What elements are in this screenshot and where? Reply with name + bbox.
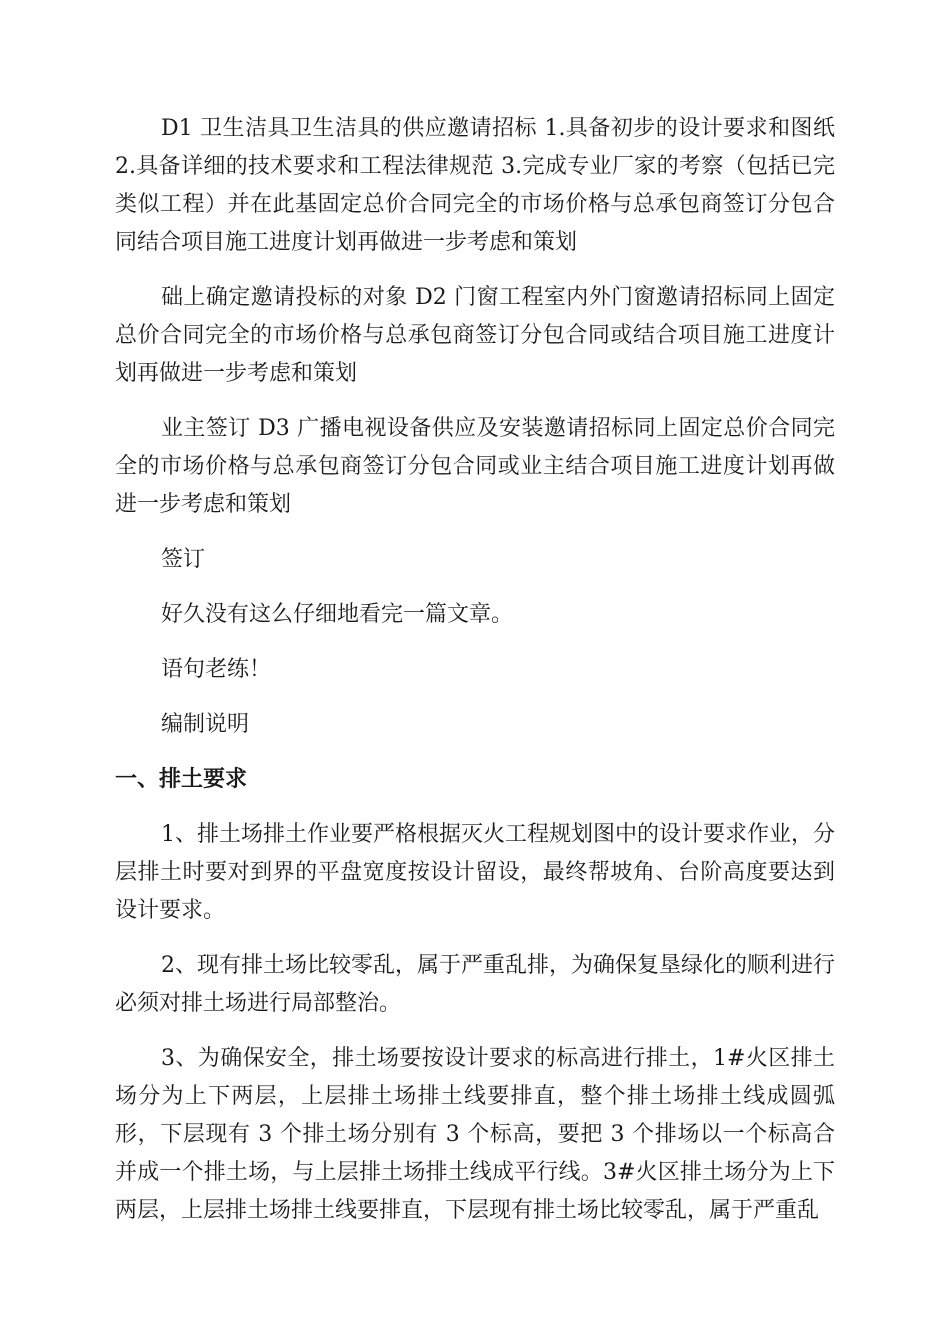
paragraph-praise: 语句老练！ [161, 657, 272, 682]
paragraph-d3: 业主签订 D3 广播电视设备供应及安装邀请招标同上固定总价合同完全的市场价格与总承包商签订分包合同或业主结合项目施工进度计划再做进一步考虑和策划 [115, 416, 835, 517]
paragraph-comment: 好久没有这么仔细地看完一篇文章。 [161, 602, 514, 627]
paragraph-compile-note: 编制说明 [161, 712, 250, 737]
section-heading: 一、排土要求 [115, 767, 248, 792]
document-page [115, 110, 835, 1247]
paragraph-item-3: 3、为确保安全，排土场要按设计要求的标高进行排土，1#火区排土场分为上下两层，上层排土场排土线要排直，整个排土场排土线成圆弧形，下层现有 3 个排土场分别有 3 个标高，要把 3 个排场以一个标高合并成一个排土场，与上层排土场排土线成平行线。3#火区排土场分为上下两层，上层排土场排土线要排直，下层现有排土场比较零乱，属于严重乱 [115, 1046, 835, 1223]
paragraph-sign: 签订 [161, 547, 206, 572]
paragraph-item-1: 1、排土场排土作业要严格根据灭火工程规划图中的设计要求作业，分层排土时要对到界的平盘宽度按设计留设，最终帮坡角、台阶高度要达到设计要求。 [115, 822, 835, 923]
paragraph-d2: 础上确定邀请投标的对象 D2 门窗工程室内外门窗邀请招标同上固定总价合同完全的市场价格与总承包商签订分包合同或结合项目施工进度计划再做进一步考虑和策划 [115, 285, 835, 386]
paragraph-d1: D1 卫生洁具卫生洁具的供应邀请招标 1.具备初步的设计要求和图纸 2.具备详细的技术要求和工程法律规范 3.完成专业厂家的考察（包括已完类似工程）并在此基固定总价合同完全的市场价格与总承包商签订分包合同结合项目施工进度计划再做进一步考虑和策划 [115, 116, 835, 255]
paragraph-item-2: 2、现有排土场比较零乱，属于严重乱排，为确保复垦绿化的顺利进行必须对排土场进行局部整治。 [115, 953, 835, 1016]
